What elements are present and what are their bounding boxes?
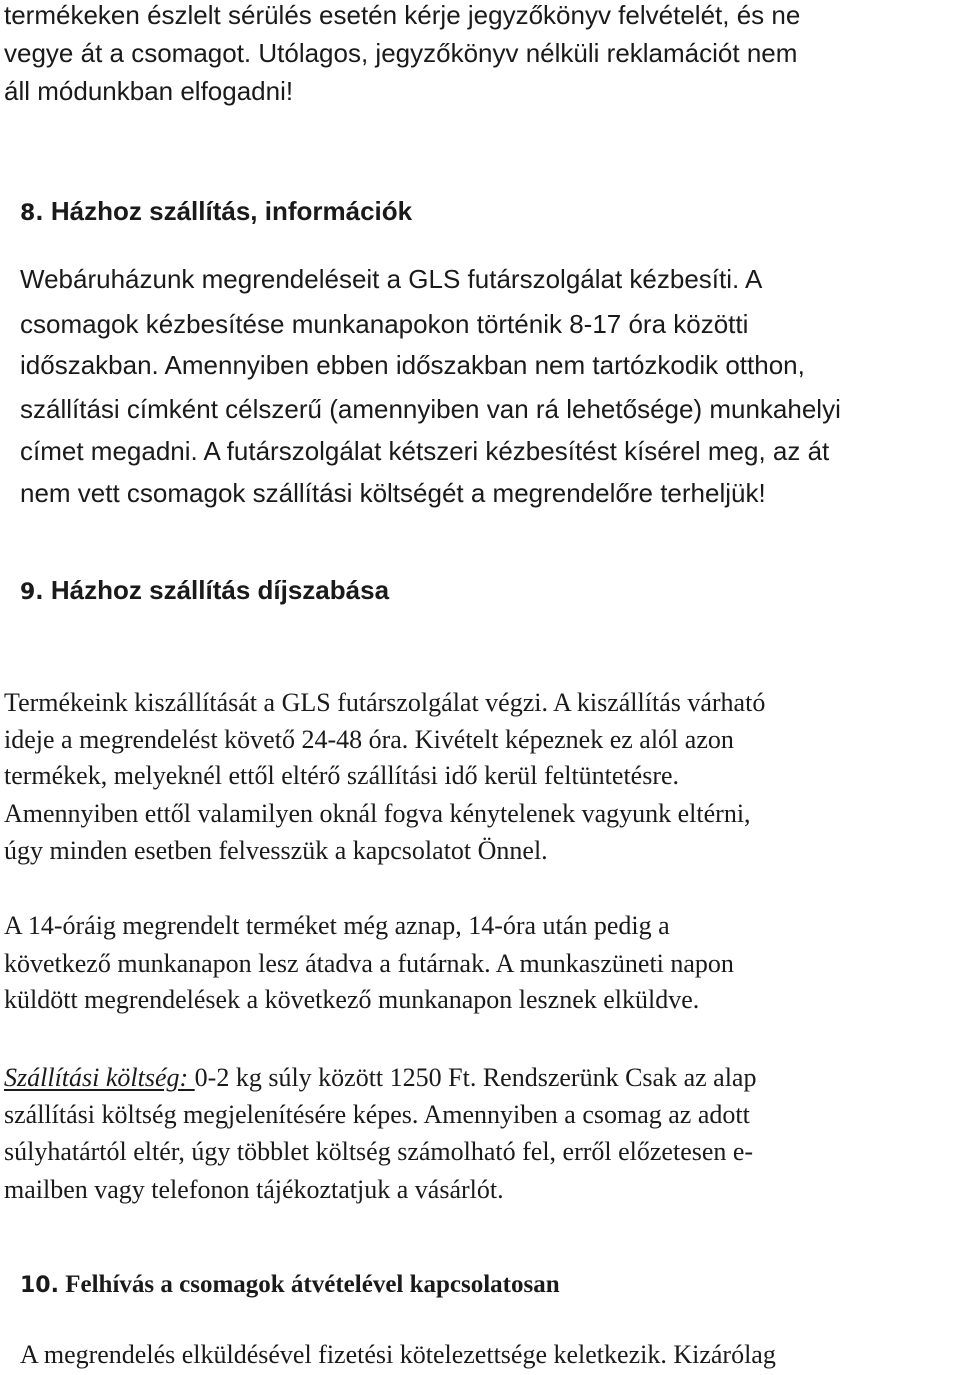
section-8-line: nem vett csomagok szállítási költségét a megrendelőre terheljük! (20, 478, 766, 508)
section-8-heading (20, 196, 412, 229)
section-9-line: következő munkanapon lesz átadva a futárnak. A munkaszüneti napon (4, 949, 734, 978)
shipping-cost-line: mailben vagy telefonon tájékoztatjuk a vásárlót. (4, 1175, 504, 1204)
shipping-cost-text: 0-2 kg súly között 1250 Ft. Rendszerünk Csak az alap (194, 1063, 757, 1092)
section-9-line: küldött megrendelések a következő munkanapon lesznek elküldve. (4, 985, 700, 1014)
section-9-line: úgy minden esetben felvesszük a kapcsolatot Önnel. (4, 836, 548, 865)
shipping-cost-line: szállítási költség megjelenítésére képes. Amennyiben a csomag az adott (4, 1100, 750, 1129)
shipping-cost-label: Szállítási költség: (4, 1063, 195, 1092)
section-8-line: Webáruházunk megrendeléseit a GLS futárszolgálat kézbesíti. A (20, 264, 763, 294)
section-8-line: szállítási címként célszerű (amennyiben van rá lehetősége) munkahelyi (20, 394, 841, 424)
section-title: Felhívás a csomagok átvételével kapcsolatosan (65, 1271, 560, 1298)
section-title: Házhoz szállítás, információk (50, 196, 413, 226)
shipping-cost-line: súlyhatártól eltér, úgy többlet költség számolható fel, erről előzetesen e- (4, 1137, 754, 1166)
shipping-cost-line (4, 1063, 756, 1093)
intro-line: vegye át a csomagot. Utólagos, jegyzőkönyv nélküli reklamációt nem (4, 38, 798, 68)
intro-line: termékeken észlelt sérülés esetén kérje jegyzőkönyv felvételét, és ne (4, 0, 801, 30)
section-9-line: A 14-óráig megrendelt terméket még aznap, 14-óra után pedig a (4, 911, 670, 940)
section-8-line: időszakban. Amennyiben ebben időszakban nem tartózkodik otthon, (20, 350, 805, 380)
section-9-line: termékek, melyeknél ettől eltérő szállítási idő kerül feltüntetésre. (4, 761, 680, 790)
section-number: 9. (20, 580, 44, 605)
section-number: 8. (20, 201, 44, 226)
section-8-line: csomagok kézbesítése munkanapokon történik 8-17 óra közötti (20, 309, 749, 339)
section-title: Házhoz szállítás díjszabása (50, 575, 390, 605)
section-9-line: Amennyiben ettől valamilyen oknál fogva kénytelenek vagyunk eltérni, (4, 799, 751, 828)
section-9-line: ideje a megrendelést követő 24-48 óra. Kivételt képeznek ez alól azon (4, 725, 734, 754)
section-10-heading (20, 1270, 560, 1301)
section-9-heading (20, 575, 389, 608)
section-8-line: címet megadni. A futárszolgálat kétszeri kézbesítést kísérel meg, az át (20, 436, 830, 466)
section-9-line: Termékeink kiszállítását a GLS futárszolgálat végzi. A kiszállítás várható (4, 688, 766, 717)
section-10-line: A megrendelés elküldésével fizetési kötelezettsége keletkezik. Kizárólag (20, 1340, 776, 1369)
intro-line: áll módunkban elfogadni! (4, 76, 294, 106)
section-number: 10. (20, 1273, 59, 1298)
